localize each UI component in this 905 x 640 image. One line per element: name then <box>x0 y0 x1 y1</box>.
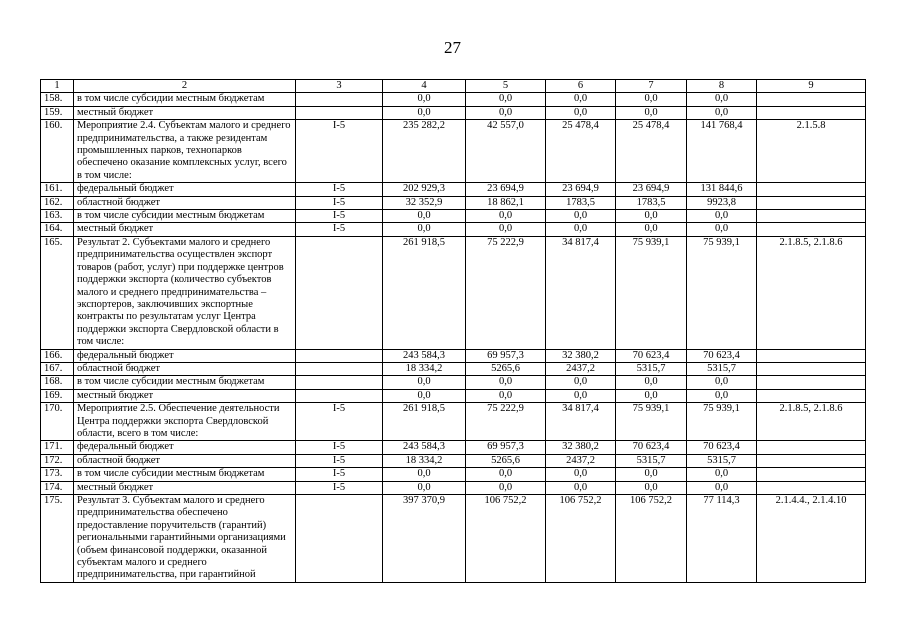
row-col5: 5265,6 <box>466 362 546 375</box>
row-col9 <box>757 93 866 106</box>
row-col4: 0,0 <box>383 389 466 402</box>
row-col7: 0,0 <box>616 106 687 119</box>
header-cell: 2 <box>74 80 296 93</box>
table-row <box>41 441 866 454</box>
row-col4: 0,0 <box>383 481 466 494</box>
row-col4: 397 370,9 <box>383 495 466 583</box>
row-col7: 75 939,1 <box>616 236 687 349</box>
row-col4: 202 929,3 <box>383 183 466 196</box>
row-name: местный бюджет <box>74 223 296 236</box>
row-col5: 106 752,2 <box>466 495 546 583</box>
table-row <box>41 468 866 481</box>
table-row <box>41 210 866 223</box>
row-col6: 2437,2 <box>546 362 616 375</box>
row-col7: 23 694,9 <box>616 183 687 196</box>
row-name: Мероприятие 2.4. Субъектам малого и среднего предпринимательства, а также резидентам промышленных парков, технопарков обеспечено оказание комплексных услуг, всего в том числе: <box>74 120 296 183</box>
row-col3: I-5 <box>296 183 383 196</box>
header-cell: 4 <box>383 80 466 93</box>
row-col5: 0,0 <box>466 106 546 119</box>
budget-table <box>40 79 866 583</box>
row-col5: 0,0 <box>466 481 546 494</box>
row-col8: 0,0 <box>687 376 757 389</box>
row-col4: 0,0 <box>383 106 466 119</box>
row-name: областной бюджет <box>74 362 296 375</box>
row-col8: 9923,8 <box>687 196 757 209</box>
row-col8: 5315,7 <box>687 454 757 467</box>
row-col4: 0,0 <box>383 93 466 106</box>
row-col6: 1783,5 <box>546 196 616 209</box>
table-header-row <box>41 80 866 93</box>
row-col8: 0,0 <box>687 223 757 236</box>
row-col6: 0,0 <box>546 376 616 389</box>
table-row <box>41 236 866 349</box>
row-col5: 75 222,9 <box>466 236 546 349</box>
row-col4: 261 918,5 <box>383 236 466 349</box>
page-number: 27 <box>444 38 461 57</box>
header-cell: 3 <box>296 80 383 93</box>
row-number: 169. <box>41 389 74 402</box>
row-col5: 75 222,9 <box>466 403 546 441</box>
row-name: местный бюджет <box>74 389 296 402</box>
row-col6: 0,0 <box>546 106 616 119</box>
row-col9 <box>757 376 866 389</box>
row-col7: 0,0 <box>616 389 687 402</box>
table-row <box>41 196 866 209</box>
row-number: 164. <box>41 223 74 236</box>
row-col6: 0,0 <box>546 468 616 481</box>
row-col6: 23 694,9 <box>546 183 616 196</box>
row-number: 161. <box>41 183 74 196</box>
table-row <box>41 389 866 402</box>
row-col6: 0,0 <box>546 481 616 494</box>
row-number: 173. <box>41 468 74 481</box>
header-cell: 7 <box>616 80 687 93</box>
row-col6: 0,0 <box>546 210 616 223</box>
row-name: в том числе субсидии местным бюджетам <box>74 93 296 106</box>
row-name: в том числе субсидии местным бюджетам <box>74 210 296 223</box>
row-name: федеральный бюджет <box>74 183 296 196</box>
row-col7: 0,0 <box>616 468 687 481</box>
header-cell: 8 <box>687 80 757 93</box>
row-name: областной бюджет <box>74 196 296 209</box>
table-row <box>41 362 866 375</box>
row-col9: 2.1.5.8 <box>757 120 866 183</box>
table-row <box>41 183 866 196</box>
row-col5: 69 957,3 <box>466 441 546 454</box>
table-row <box>41 120 866 183</box>
row-col4: 0,0 <box>383 223 466 236</box>
row-col3: I-5 <box>296 441 383 454</box>
row-col3 <box>296 106 383 119</box>
row-col5: 0,0 <box>466 93 546 106</box>
row-number: 165. <box>41 236 74 349</box>
row-col8: 0,0 <box>687 210 757 223</box>
row-number: 163. <box>41 210 74 223</box>
table-row <box>41 93 866 106</box>
row-number: 172. <box>41 454 74 467</box>
row-col9 <box>757 349 866 362</box>
row-col4: 243 584,3 <box>383 441 466 454</box>
row-col9 <box>757 196 866 209</box>
row-col7: 0,0 <box>616 481 687 494</box>
row-col9 <box>757 223 866 236</box>
row-col5: 0,0 <box>466 210 546 223</box>
row-col8: 0,0 <box>687 93 757 106</box>
row-col9 <box>757 362 866 375</box>
row-name: Мероприятие 2.5. Обеспечение деятельности Центра поддержки экспорта Свердловской области, всего в том числе: <box>74 403 296 441</box>
row-col4: 32 352,9 <box>383 196 466 209</box>
row-col4: 243 584,3 <box>383 349 466 362</box>
table-row <box>41 376 866 389</box>
row-col9 <box>757 183 866 196</box>
row-col3 <box>296 389 383 402</box>
row-col7: 5315,7 <box>616 362 687 375</box>
row-col9: 2.1.8.5, 2.1.8.6 <box>757 403 866 441</box>
row-col6: 0,0 <box>546 223 616 236</box>
row-col7: 0,0 <box>616 210 687 223</box>
row-number: 175. <box>41 495 74 583</box>
row-col5: 0,0 <box>466 376 546 389</box>
row-col4: 235 282,2 <box>383 120 466 183</box>
header-cell: 9 <box>757 80 866 93</box>
row-col9 <box>757 454 866 467</box>
table-row <box>41 349 866 362</box>
row-col6: 34 817,4 <box>546 403 616 441</box>
row-col6: 106 752,2 <box>546 495 616 583</box>
row-col7: 106 752,2 <box>616 495 687 583</box>
row-col7: 1783,5 <box>616 196 687 209</box>
row-col3: I-5 <box>296 454 383 467</box>
header-cell: 1 <box>41 80 74 93</box>
row-col3: I-5 <box>296 481 383 494</box>
row-col8: 70 623,4 <box>687 441 757 454</box>
row-col3 <box>296 93 383 106</box>
row-name: федеральный бюджет <box>74 349 296 362</box>
row-col8: 0,0 <box>687 481 757 494</box>
row-col9: 2.1.4.4., 2.1.4.10 <box>757 495 866 583</box>
row-col6: 0,0 <box>546 93 616 106</box>
row-col7: 0,0 <box>616 223 687 236</box>
row-col3 <box>296 376 383 389</box>
row-col5: 0,0 <box>466 468 546 481</box>
row-col9 <box>757 210 866 223</box>
row-col8: 141 768,4 <box>687 120 757 183</box>
row-col4: 261 918,5 <box>383 403 466 441</box>
row-col4: 0,0 <box>383 468 466 481</box>
row-col3: I-5 <box>296 210 383 223</box>
row-col3 <box>296 349 383 362</box>
row-col8: 75 939,1 <box>687 236 757 349</box>
row-col8: 5315,7 <box>687 362 757 375</box>
row-name: местный бюджет <box>74 106 296 119</box>
row-name: в том числе субсидии местным бюджетам <box>74 376 296 389</box>
row-number: 162. <box>41 196 74 209</box>
row-col7: 70 623,4 <box>616 349 687 362</box>
row-col7: 5315,7 <box>616 454 687 467</box>
row-number: 166. <box>41 349 74 362</box>
row-col7: 0,0 <box>616 93 687 106</box>
row-col8: 75 939,1 <box>687 403 757 441</box>
row-col3 <box>296 362 383 375</box>
row-col3: I-5 <box>296 223 383 236</box>
row-col5: 18 862,1 <box>466 196 546 209</box>
row-col9: 2.1.8.5, 2.1.8.6 <box>757 236 866 349</box>
row-number: 170. <box>41 403 74 441</box>
row-number: 171. <box>41 441 74 454</box>
row-number: 168. <box>41 376 74 389</box>
row-col4: 0,0 <box>383 210 466 223</box>
table-row <box>41 223 866 236</box>
row-col3: I-5 <box>296 468 383 481</box>
row-name: федеральный бюджет <box>74 441 296 454</box>
row-col5: 23 694,9 <box>466 183 546 196</box>
row-col5: 0,0 <box>466 223 546 236</box>
table-row <box>41 495 866 583</box>
row-name: в том числе субсидии местным бюджетам <box>74 468 296 481</box>
row-col7: 70 623,4 <box>616 441 687 454</box>
row-name: областной бюджет <box>74 454 296 467</box>
row-col6: 34 817,4 <box>546 236 616 349</box>
row-col9 <box>757 481 866 494</box>
row-col6: 32 380,2 <box>546 349 616 362</box>
row-col4: 0,0 <box>383 376 466 389</box>
row-col3: I-5 <box>296 196 383 209</box>
row-number: 174. <box>41 481 74 494</box>
row-col9 <box>757 106 866 119</box>
table-row <box>41 106 866 119</box>
row-name: местный бюджет <box>74 481 296 494</box>
row-col8: 0,0 <box>687 468 757 481</box>
table-row <box>41 481 866 494</box>
row-col7: 0,0 <box>616 376 687 389</box>
row-col9 <box>757 441 866 454</box>
row-col6: 0,0 <box>546 389 616 402</box>
row-col3: I-5 <box>296 120 383 183</box>
header-cell: 5 <box>466 80 546 93</box>
row-number: 160. <box>41 120 74 183</box>
row-col7: 75 939,1 <box>616 403 687 441</box>
row-col3 <box>296 495 383 583</box>
row-col8: 77 114,3 <box>687 495 757 583</box>
row-col5: 42 557,0 <box>466 120 546 183</box>
row-col7: 25 478,4 <box>616 120 687 183</box>
row-col4: 18 334,2 <box>383 454 466 467</box>
row-col8: 0,0 <box>687 389 757 402</box>
table-row <box>41 454 866 467</box>
row-number: 158. <box>41 93 74 106</box>
row-col5: 5265,6 <box>466 454 546 467</box>
row-col3: I-5 <box>296 403 383 441</box>
row-col8: 0,0 <box>687 106 757 119</box>
row-col8: 70 623,4 <box>687 349 757 362</box>
row-col5: 69 957,3 <box>466 349 546 362</box>
row-name: Результат 2. Субъектами малого и среднего предпринимательства осуществлен экспорт товаров (работ, услуг) при поддержке центров поддержки экспорта (количество субъектов малого и среднего предпринимательства – экспортеров, заключивших экспортные контракты по результатам услуг Центра поддержки экспорта Свердловской области в том числе: <box>74 236 296 349</box>
row-col3 <box>296 236 383 349</box>
row-col9 <box>757 468 866 481</box>
header-cell: 6 <box>546 80 616 93</box>
row-col8: 131 844,6 <box>687 183 757 196</box>
row-name: Результат 3. Субъектам малого и среднего предпринимательства обеспечено предоставление поручительств (гарантий) региональными гарантийными организациями (объем финансовой поддержки, оказанной субъектам малого и среднего предпринимательства, при гарантийной <box>74 495 296 583</box>
row-col6: 2437,2 <box>546 454 616 467</box>
row-number: 159. <box>41 106 74 119</box>
row-col6: 32 380,2 <box>546 441 616 454</box>
row-col9 <box>757 389 866 402</box>
row-col6: 25 478,4 <box>546 120 616 183</box>
table-row <box>41 403 866 441</box>
row-col5: 0,0 <box>466 389 546 402</box>
row-col4: 18 334,2 <box>383 362 466 375</box>
row-number: 167. <box>41 362 74 375</box>
